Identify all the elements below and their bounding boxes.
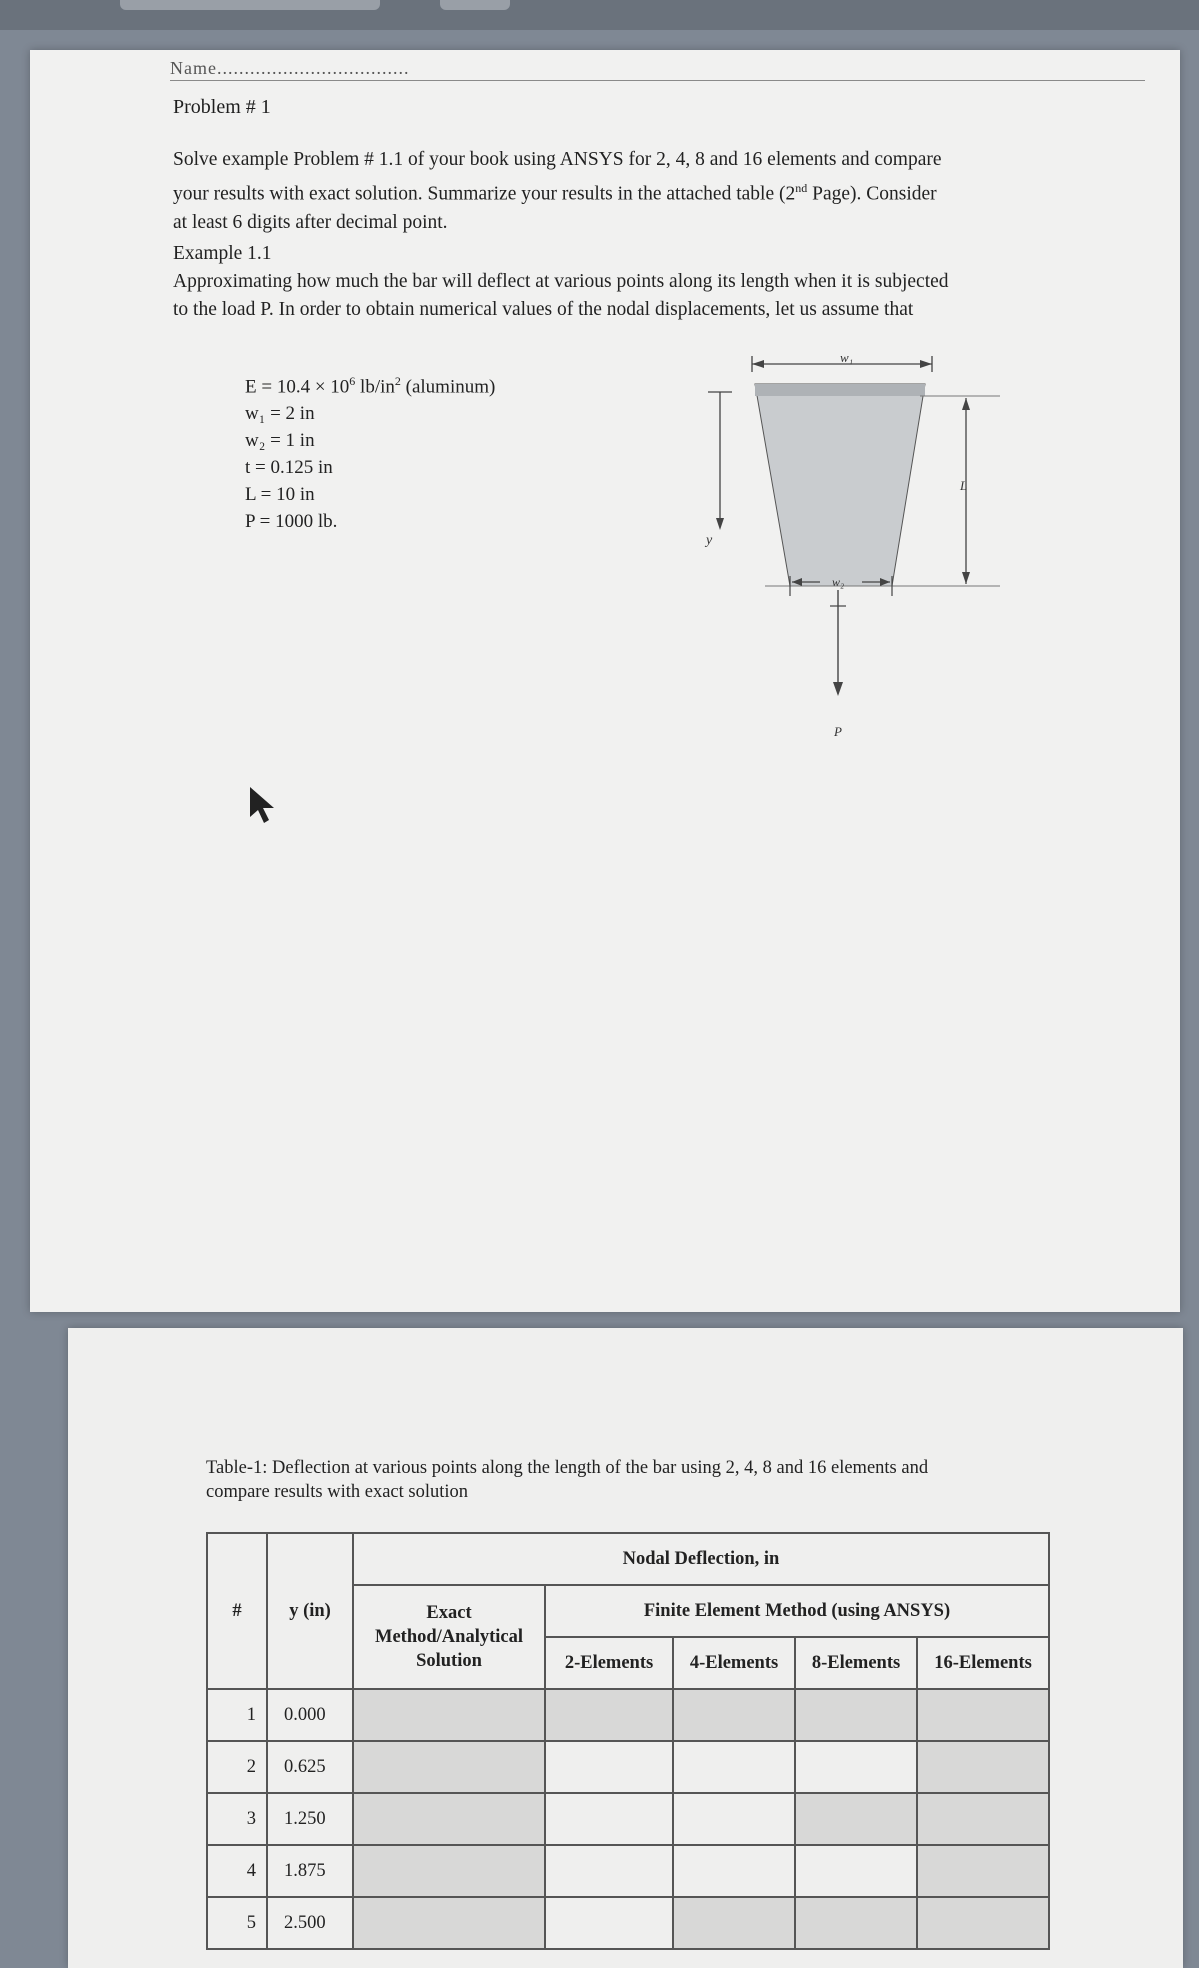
fem-16-cell[interactable]	[917, 1689, 1049, 1741]
fem-8-cell[interactable]	[795, 1897, 917, 1949]
value-text: lb/in	[355, 376, 395, 398]
fem-16-cell[interactable]	[917, 1793, 1049, 1845]
P-label: P	[834, 724, 842, 739]
exact-cell[interactable]	[353, 1845, 545, 1897]
fem-2-cell[interactable]	[545, 1845, 673, 1897]
fem-4-cell[interactable]	[673, 1689, 795, 1741]
fem-16-cell[interactable]	[917, 1741, 1049, 1793]
w1-label: w₁	[840, 350, 854, 365]
y-arrow	[716, 518, 724, 530]
exact-cell[interactable]	[353, 1897, 545, 1949]
value-w1: w₁ = 2 in	[245, 403, 315, 425]
fem-2-cell[interactable]	[545, 1741, 673, 1793]
fem-4-cell[interactable]	[673, 1897, 795, 1949]
w2-label: w₂	[832, 575, 845, 589]
example-title: Example 1.1	[173, 243, 272, 264]
caption-line: Table-1: Deflection at various points along the length of the bar using 2, 4, 8 and 16 elements and	[206, 1458, 929, 1478]
row-number: 4	[207, 1845, 267, 1897]
statement-line	[173, 174, 1103, 209]
y-label: y	[706, 533, 713, 548]
table-row	[207, 1897, 1049, 1949]
value-E	[245, 368, 495, 400]
table-caption	[206, 1456, 1106, 1504]
screen-glare	[120, 0, 380, 10]
top-frame	[0, 0, 1199, 30]
table-row	[207, 1793, 1049, 1845]
value-L: L = 10 in	[245, 484, 315, 506]
L-label: L	[960, 478, 968, 493]
row-number: 1	[207, 1689, 267, 1741]
row-y-value: 2.500	[267, 1897, 353, 1949]
fem-4-cell[interactable]	[673, 1793, 795, 1845]
header-4-elements: 4-Elements	[673, 1637, 795, 1689]
fem-16-cell[interactable]	[917, 1845, 1049, 1897]
statement-line: at least 6 digits after decimal point.	[173, 211, 448, 233]
given-values	[245, 368, 495, 535]
fem-8-cell[interactable]	[795, 1689, 917, 1741]
header-fem: Finite Element Method (using ANSYS)	[545, 1585, 1049, 1637]
exact-cell[interactable]	[353, 1741, 545, 1793]
fem-8-cell[interactable]	[795, 1793, 917, 1845]
exact-cell[interactable]	[353, 1793, 545, 1845]
row-number: 5	[207, 1897, 267, 1949]
superscript: nd	[795, 181, 808, 195]
table-row	[207, 1741, 1049, 1793]
value-text: (aluminum)	[400, 376, 496, 398]
value-text: E = 10.4 × 10	[245, 376, 350, 398]
fem-16-cell[interactable]	[917, 1897, 1049, 1949]
row-number: 3	[207, 1793, 267, 1845]
example-section	[173, 240, 1103, 324]
header-exact-solution: Exact Method/Analytical Solution	[353, 1585, 545, 1689]
row-y-value: 0.625	[267, 1741, 353, 1793]
fem-8-cell[interactable]	[795, 1741, 917, 1793]
problem-title: Problem # 1	[173, 96, 271, 118]
example-line: Approximating how much the bar will deflect at various points along its length when it is subjected	[173, 271, 949, 292]
header-number: #	[207, 1533, 267, 1689]
fem-4-cell[interactable]	[673, 1741, 795, 1793]
name-field: Name...................................	[170, 58, 1145, 81]
table-row	[207, 1845, 1049, 1897]
caption-line: compare results with exact solution	[206, 1482, 469, 1502]
fem-8-cell[interactable]	[795, 1845, 917, 1897]
row-number: 2	[207, 1741, 267, 1793]
fem-2-cell[interactable]	[545, 1793, 673, 1845]
statement-text: your results with exact solution. Summarize your results in the attached table (2	[173, 183, 796, 205]
statement-line: Solve example Problem # 1.1 of your book using ANSYS for 2, 4, 8 and 16 elements and compare	[173, 149, 942, 170]
arrow-head	[920, 360, 932, 368]
row-y-value: 0.000	[267, 1689, 353, 1741]
arrow-head	[752, 360, 764, 368]
arrow-head	[962, 572, 970, 584]
fem-4-cell[interactable]	[673, 1845, 795, 1897]
mouse-pointer-icon	[248, 785, 278, 827]
header-nodal-deflection: Nodal Deflection, in	[353, 1533, 1049, 1585]
table-row	[207, 1689, 1049, 1741]
value-P: P = 1000 lb.	[245, 511, 338, 533]
bar-top-edge	[755, 384, 925, 396]
example-line: to the load P. In order to obtain numerical values of the nodal displacements, let us assume that	[173, 299, 914, 320]
problem-statement	[173, 146, 1103, 237]
row-y-value: 1.875	[267, 1845, 353, 1897]
exact-cell[interactable]	[353, 1689, 545, 1741]
header-2-elements: 2-Elements	[545, 1637, 673, 1689]
arrow-head	[962, 398, 970, 410]
tapered-bar	[755, 384, 925, 586]
superscript: 6	[349, 374, 356, 388]
value-t: t = 0.125 in	[245, 457, 333, 479]
document-page-2	[68, 1328, 1183, 1968]
header-y: y (in)	[267, 1533, 353, 1689]
row-y-value: 1.250	[267, 1793, 353, 1845]
header-8-elements: 8-Elements	[795, 1637, 917, 1689]
statement-text: Page). Consider	[807, 183, 937, 205]
header-16-elements: 16-Elements	[917, 1637, 1049, 1689]
fem-2-cell[interactable]	[545, 1897, 673, 1949]
load-arrow	[833, 682, 843, 696]
superscript: 2	[394, 374, 401, 388]
tapered-bar-figure	[670, 350, 1030, 770]
deflection-table	[206, 1532, 1050, 1950]
document-page-1	[30, 50, 1180, 1312]
screen-glare	[440, 0, 510, 10]
fem-2-cell[interactable]	[545, 1689, 673, 1741]
value-w2: w₂ = 1 in	[245, 430, 315, 452]
